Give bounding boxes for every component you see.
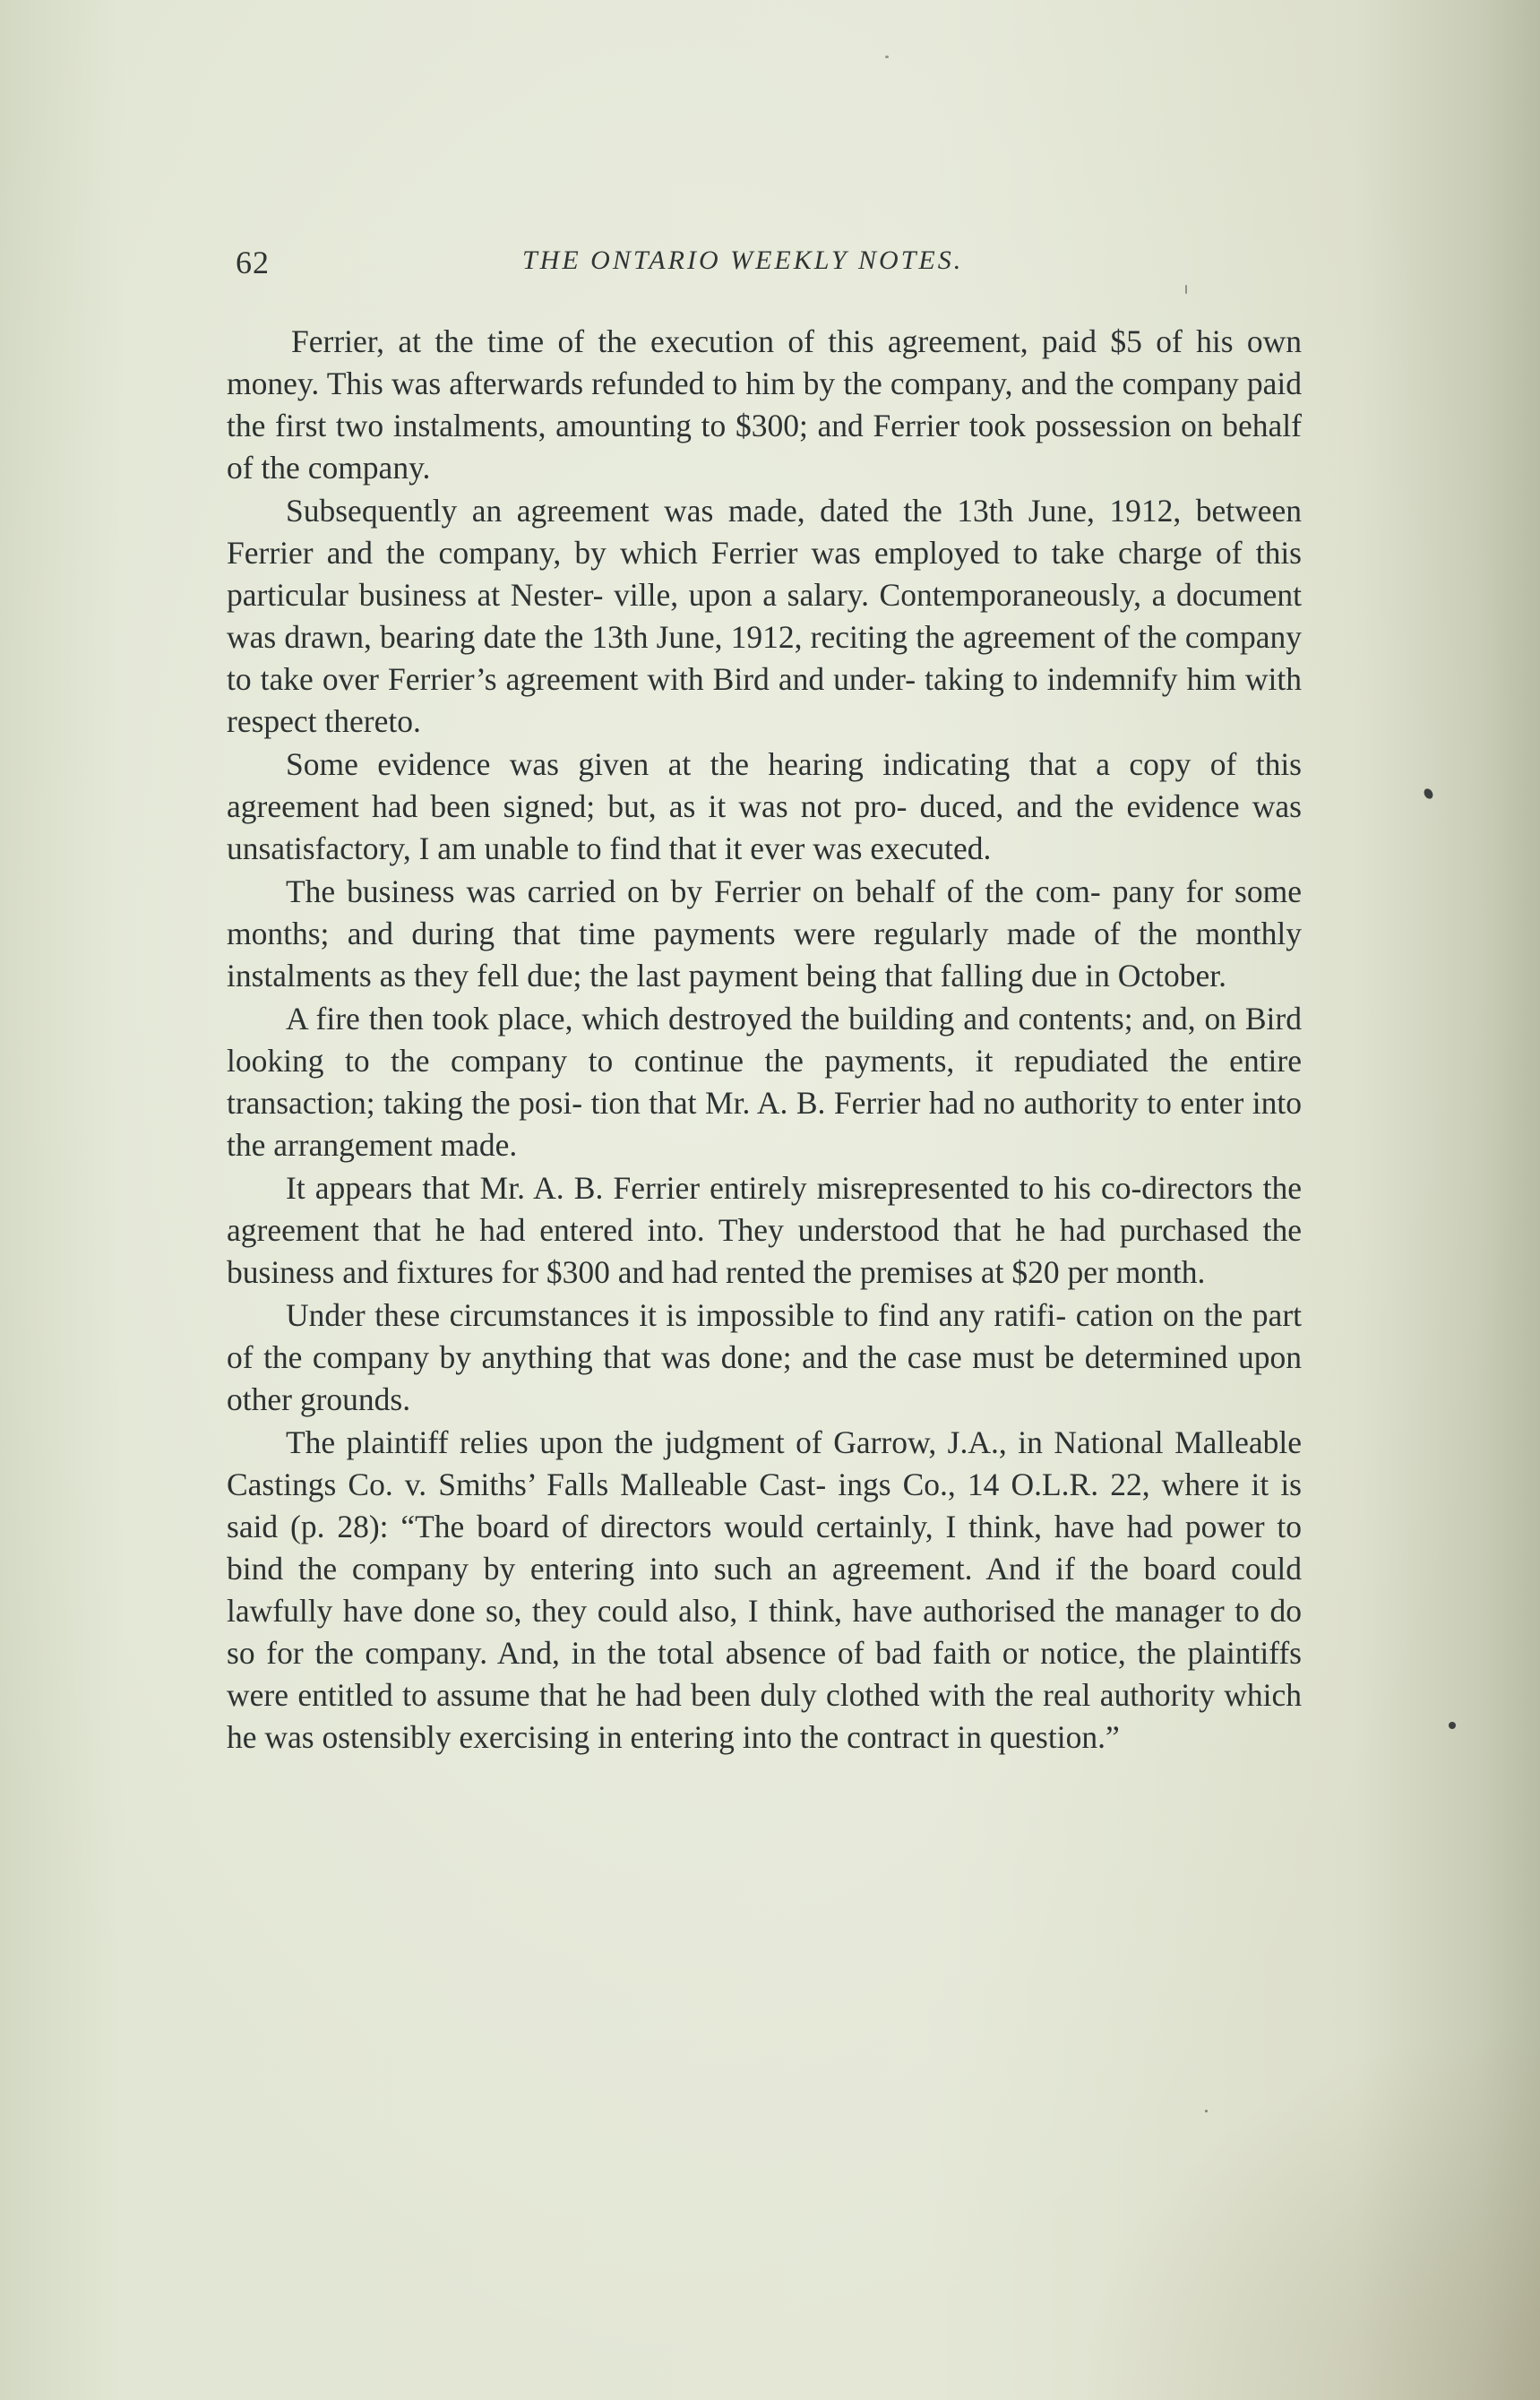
paragraph-3: Some evidence was given at the hearing indicating that a copy of this agreement had been signed; but, as it was not pro- duced, and the evidence was unsatisfactory, I am unable to find that it ever was executed. [227, 746, 1302, 866]
paper-fleck [885, 56, 889, 58]
page-number: 62 [236, 245, 270, 280]
paper-fleck [1423, 787, 1435, 801]
paper-fleck [1449, 1722, 1456, 1729]
body-text [227, 321, 1302, 1759]
paper-fleck [1185, 285, 1187, 294]
paragraph-7: Under these circumstances it is impossible to find any ratifi- cation on the part of the company by anything that was done; and the case must be determined upon other grounds. [227, 1297, 1302, 1417]
paragraph-1: Ferrier, at the time of the execution of this agreement, paid $5 of his own money. This was afterwards refunded to him by the company, and the company paid the first two instalments, amounting to $300; and Ferrier took possession on behalf of the company. [227, 323, 1302, 486]
running-head: THE ONTARIO WEEKLY NOTES. [522, 245, 964, 275]
paragraph-4: The business was carried on by Ferrier on behalf of the com- pany for some months; and during that time payments were regularly made of the monthly instalments as they fell due; the last payment being that falling due in October. [227, 873, 1302, 994]
page-header [236, 244, 1302, 288]
paragraph-2: Subsequently an agreement was made, dated the 13th June, 1912, between Ferrier and the company, by which Ferrier was employed to take charge of this particular business at Nester- ville, upon a salary. Contemporaneously, a document was drawn, bearing date the 13th June, 1912, reciting the agreement of the company to take over Ferrier’s agreement with Bird and under- taking to indemnify him with respect thereto. [227, 493, 1302, 739]
paper-fleck [1205, 2110, 1208, 2112]
paragraph-5: A fire then took place, which destroyed the building and contents; and, on Bird looking to the company to continue the payments, it repudiated the entire transaction; taking the posi- tion that Mr. A. B. Ferrier had no authority to enter into the arrangement made. [227, 1001, 1302, 1163]
paragraph-8: The plaintiff relies upon the judgment of Garrow, J.A., in National Malleable Castings Co. v. Smiths’ Falls Malleable Cast- ings Co., 14 O.L.R. 22, where it is said (p. 28): “The board of directors would certainly, I think, have had power to bind the company by entering into such an agreement. And if the board could lawfully have done so, they could also, I think, have authorised the manager to do so for the company. And, in the total absence of bad faith or notice, the plaintiffs were entitled to assume that he had been duly clothed with the real authority which he was ostensibly exercising in entering into the contract in question.” [227, 1424, 1302, 1755]
paragraph-6: It appears that Mr. A. B. Ferrier entirely misrepresented to his co-directors the agreement that he had entered into. They understood that he had purchased the business and fixtures for $300 and had rented the premises at $20 per month. [227, 1170, 1302, 1290]
